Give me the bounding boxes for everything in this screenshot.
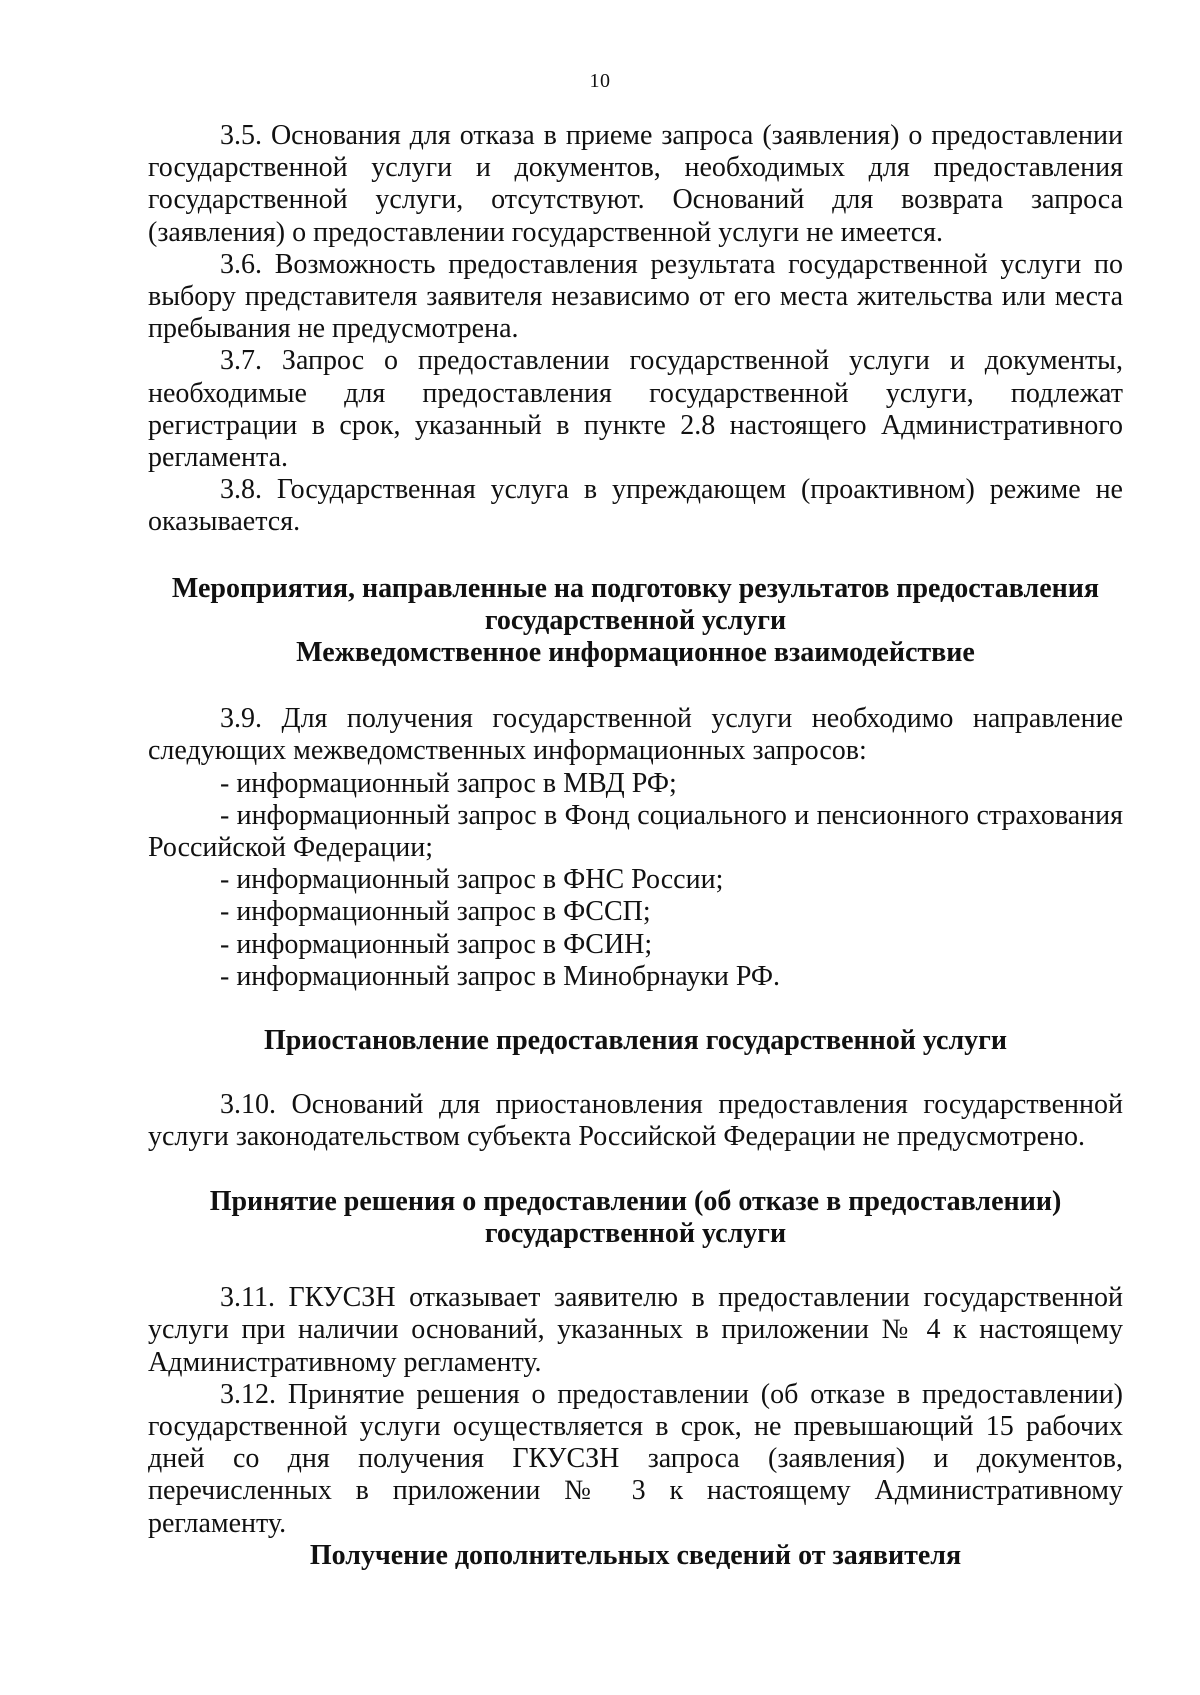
paragraph-3-12: 3.12. Принятие решения о предоставлении (об отказе в предоставлении) государственной услуги осуществляется в срок, не превышающий 15 рабочих дней со дня получения ГКУСЗН запроса (заявления) и документов, перечисленных в приложении № 3 к настоящему Административному регламенту.	[148, 1378, 1123, 1539]
heading-line: государственной услуги	[484, 604, 787, 636]
list-item: - информационный запрос в Фонд социального и пенсионного страхования Российской Федерации;	[148, 799, 1123, 864]
paragraph-3-11: 3.11. ГКУСЗН отказывает заявителю в предоставлении государственной услуги при наличии оснований, указанных в приложении № 4 к настоящему Административному регламенту.	[148, 1282, 1123, 1378]
paragraph-3-10: 3.10. Оснований для приостановления предоставления государственной услуги законодательством субъекта Российской Федерации не предусмотрено.	[148, 1089, 1123, 1153]
list-item: - информационный запрос в МВД РФ;	[220, 767, 677, 799]
paragraph-3-8: 3.8. Государственная услуга в упреждающем (проактивном) режиме не оказывается.	[148, 474, 1123, 538]
list-item: - информационный запрос в Минобрнауки РФ.	[220, 960, 781, 992]
paragraph-3-7: 3.7. Запрос о предоставлении государственной услуги и документы, необходимые для предоставления государственной услуги, подлежат регистрации в срок, указанный в пункте 2.8 настоящего Административного регламента.	[148, 345, 1123, 474]
paragraph-3-9: 3.9. Для получения государственной услуги необходимо направление следующих межведомственных информационных запросов:	[148, 703, 1123, 767]
heading-line: Принятие решения о предоставлении (об отказе в предоставлении)	[209, 1185, 1062, 1217]
section-heading-additional-info: Получение дополнительных сведений от заявителя	[309, 1539, 962, 1571]
paragraph-3-6: 3.6. Возможность предоставления результата государственной услуги по выбору представителя заявителя независимо от его места жительства или места пребывания не предусмотрена.	[148, 248, 1123, 345]
document-body	[148, 120, 1123, 1572]
paragraph-3-5: 3.5. Основания для отказа в приеме запроса (заявления) о предоставлении государственной услуги и документов, необходимых для предоставления государственной услуги, отсутствуют. Оснований для возврата запроса (заявления) о предоставлении государственной услуги не имеется.	[148, 120, 1123, 248]
list-item: - информационный запрос в ФНС России;	[220, 864, 724, 896]
heading-line: Мероприятия, направленные на подготовку результатов предоставления	[171, 572, 1100, 604]
section-heading-measures	[148, 573, 1123, 670]
page-number: 10	[589, 70, 611, 92]
list-item: - информационный запрос в ФСИН;	[220, 928, 653, 960]
heading-line: Межведомственное информационное взаимодействие	[296, 637, 975, 669]
section-heading-suspension: Приостановление предоставления государственной услуги	[263, 1025, 1008, 1057]
list-item: - информационный запрос в ФССП;	[220, 896, 651, 928]
section-heading-decision	[148, 1186, 1123, 1250]
heading-line: государственной услуги	[484, 1217, 787, 1249]
